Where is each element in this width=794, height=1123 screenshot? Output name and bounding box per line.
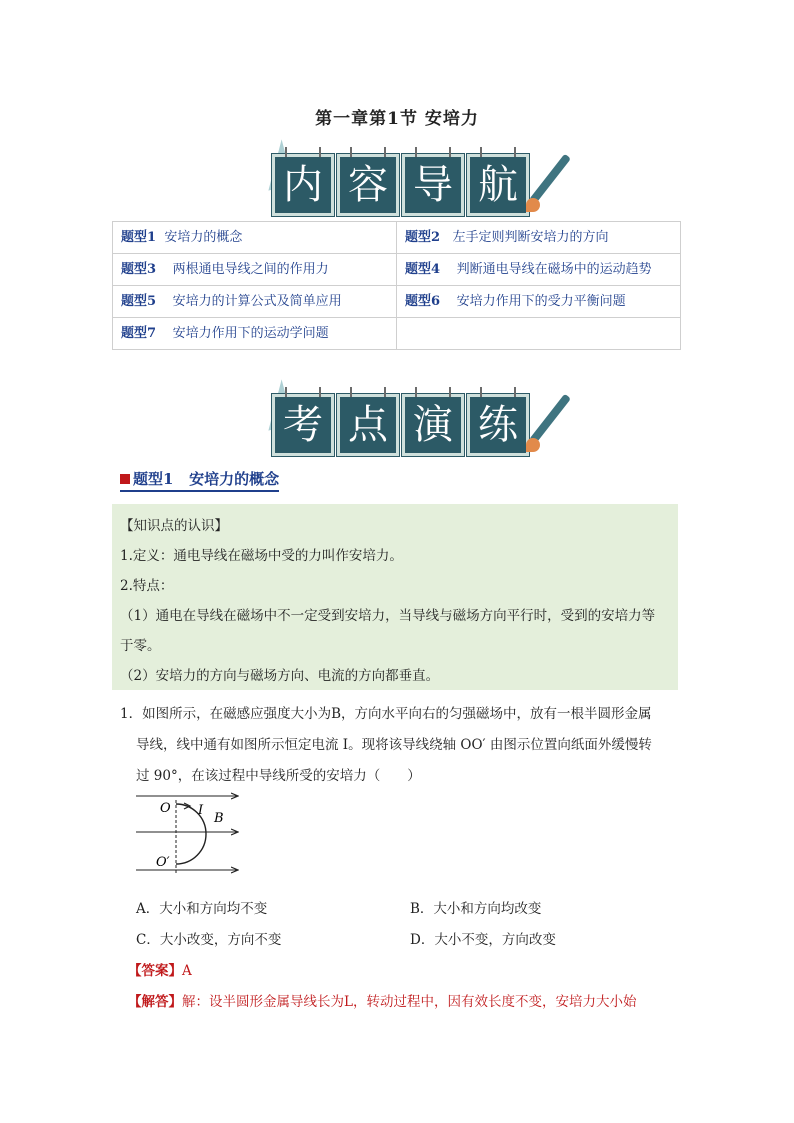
question-text-line3: 过 90°，在该过程中导线所受的安培力（ ） bbox=[136, 768, 421, 784]
nav-banner bbox=[272, 154, 532, 216]
banner-char: 考 bbox=[272, 394, 334, 456]
section-heading: 题型1 安培力的概念 bbox=[120, 468, 279, 492]
label-I: I bbox=[198, 803, 204, 818]
option-b[interactable]: B．大小和方向均改变 bbox=[410, 901, 542, 917]
answer-line bbox=[128, 959, 192, 979]
banner-char: 演 bbox=[402, 394, 464, 456]
banner-char: 点 bbox=[337, 394, 399, 456]
nav-item-empty bbox=[397, 318, 681, 350]
solution-text: 解：设半圆形金属导线长为L，转动过程中，因有效长度不变，安培力大小始 bbox=[182, 994, 637, 1010]
page-title: 第一章第1节 安培力 bbox=[315, 109, 479, 129]
banner-char: 内 bbox=[272, 154, 334, 216]
knowledge-point-2: （2）安培力的方向与磁场方向、电流的方向都垂直。 bbox=[120, 668, 440, 684]
knowledge-heading: 【知识点的认识】 bbox=[120, 518, 228, 534]
answer-label: 【答案】 bbox=[128, 963, 182, 979]
question-figure bbox=[130, 790, 250, 876]
nav-table bbox=[112, 221, 681, 350]
brush-icon bbox=[529, 154, 571, 205]
nav-item[interactable]: 题型4 判断通电导线在磁场中的运动趋势 bbox=[397, 254, 681, 286]
question-text-line1: 1．如图所示，在磁感应强度大小为B，方向水平向右的匀强磁场中，放有一根半圆形金属 bbox=[120, 706, 652, 722]
nav-item[interactable]: 题型2 左手定则判断安培力的方向 bbox=[397, 222, 681, 254]
label-B: B bbox=[214, 811, 224, 826]
red-square-icon bbox=[120, 474, 130, 484]
brush-tip-icon bbox=[526, 438, 540, 452]
knowledge-box bbox=[112, 504, 678, 690]
knowledge-point-1: （1）通电在导线在磁场中不一定受到安培力，当导线与磁场方向平行时，受到的安培力等 bbox=[120, 608, 656, 624]
question-text-line2: 导线，线中通有如图所示恒定电流 I。现将该导线绕轴 OO′ 由图示位置向纸面外缓慢转 bbox=[136, 737, 652, 753]
knowledge-features: 2.特点： bbox=[120, 578, 174, 594]
option-a[interactable]: A．大小和方向均不变 bbox=[136, 901, 268, 917]
banner-char: 容 bbox=[337, 154, 399, 216]
solution-line bbox=[128, 990, 636, 1010]
brush-tip-icon bbox=[526, 198, 540, 212]
option-d[interactable]: D．大小不变，方向改变 bbox=[410, 932, 556, 948]
nav-item[interactable]: 题型5 安培力的计算公式及简单应用 bbox=[113, 286, 397, 318]
label-O-prime: O′ bbox=[156, 855, 170, 870]
practice-banner bbox=[272, 394, 532, 456]
solution-label: 【解答】 bbox=[128, 994, 182, 1010]
banner-char: 练 bbox=[467, 394, 529, 456]
option-c[interactable]: C．大小改变，方向不变 bbox=[136, 932, 282, 948]
banner-char: 航 bbox=[467, 154, 529, 216]
nav-item[interactable]: 题型3 两根通电导线之间的作用力 bbox=[113, 254, 397, 286]
answer-value: A bbox=[182, 963, 192, 979]
label-O: O bbox=[160, 801, 171, 816]
nav-item[interactable]: 题型1 安培力的概念 bbox=[113, 222, 397, 254]
knowledge-point-1-cont: 于零。 bbox=[120, 638, 161, 654]
knowledge-definition: 1.定义：通电导线在磁场中受的力叫作安培力。 bbox=[120, 548, 403, 564]
nav-item[interactable]: 题型7 安培力作用下的运动学问题 bbox=[113, 318, 397, 350]
nav-item[interactable]: 题型6 安培力作用下的受力平衡问题 bbox=[397, 286, 681, 318]
brush-icon bbox=[529, 394, 571, 445]
banner-char: 导 bbox=[402, 154, 464, 216]
